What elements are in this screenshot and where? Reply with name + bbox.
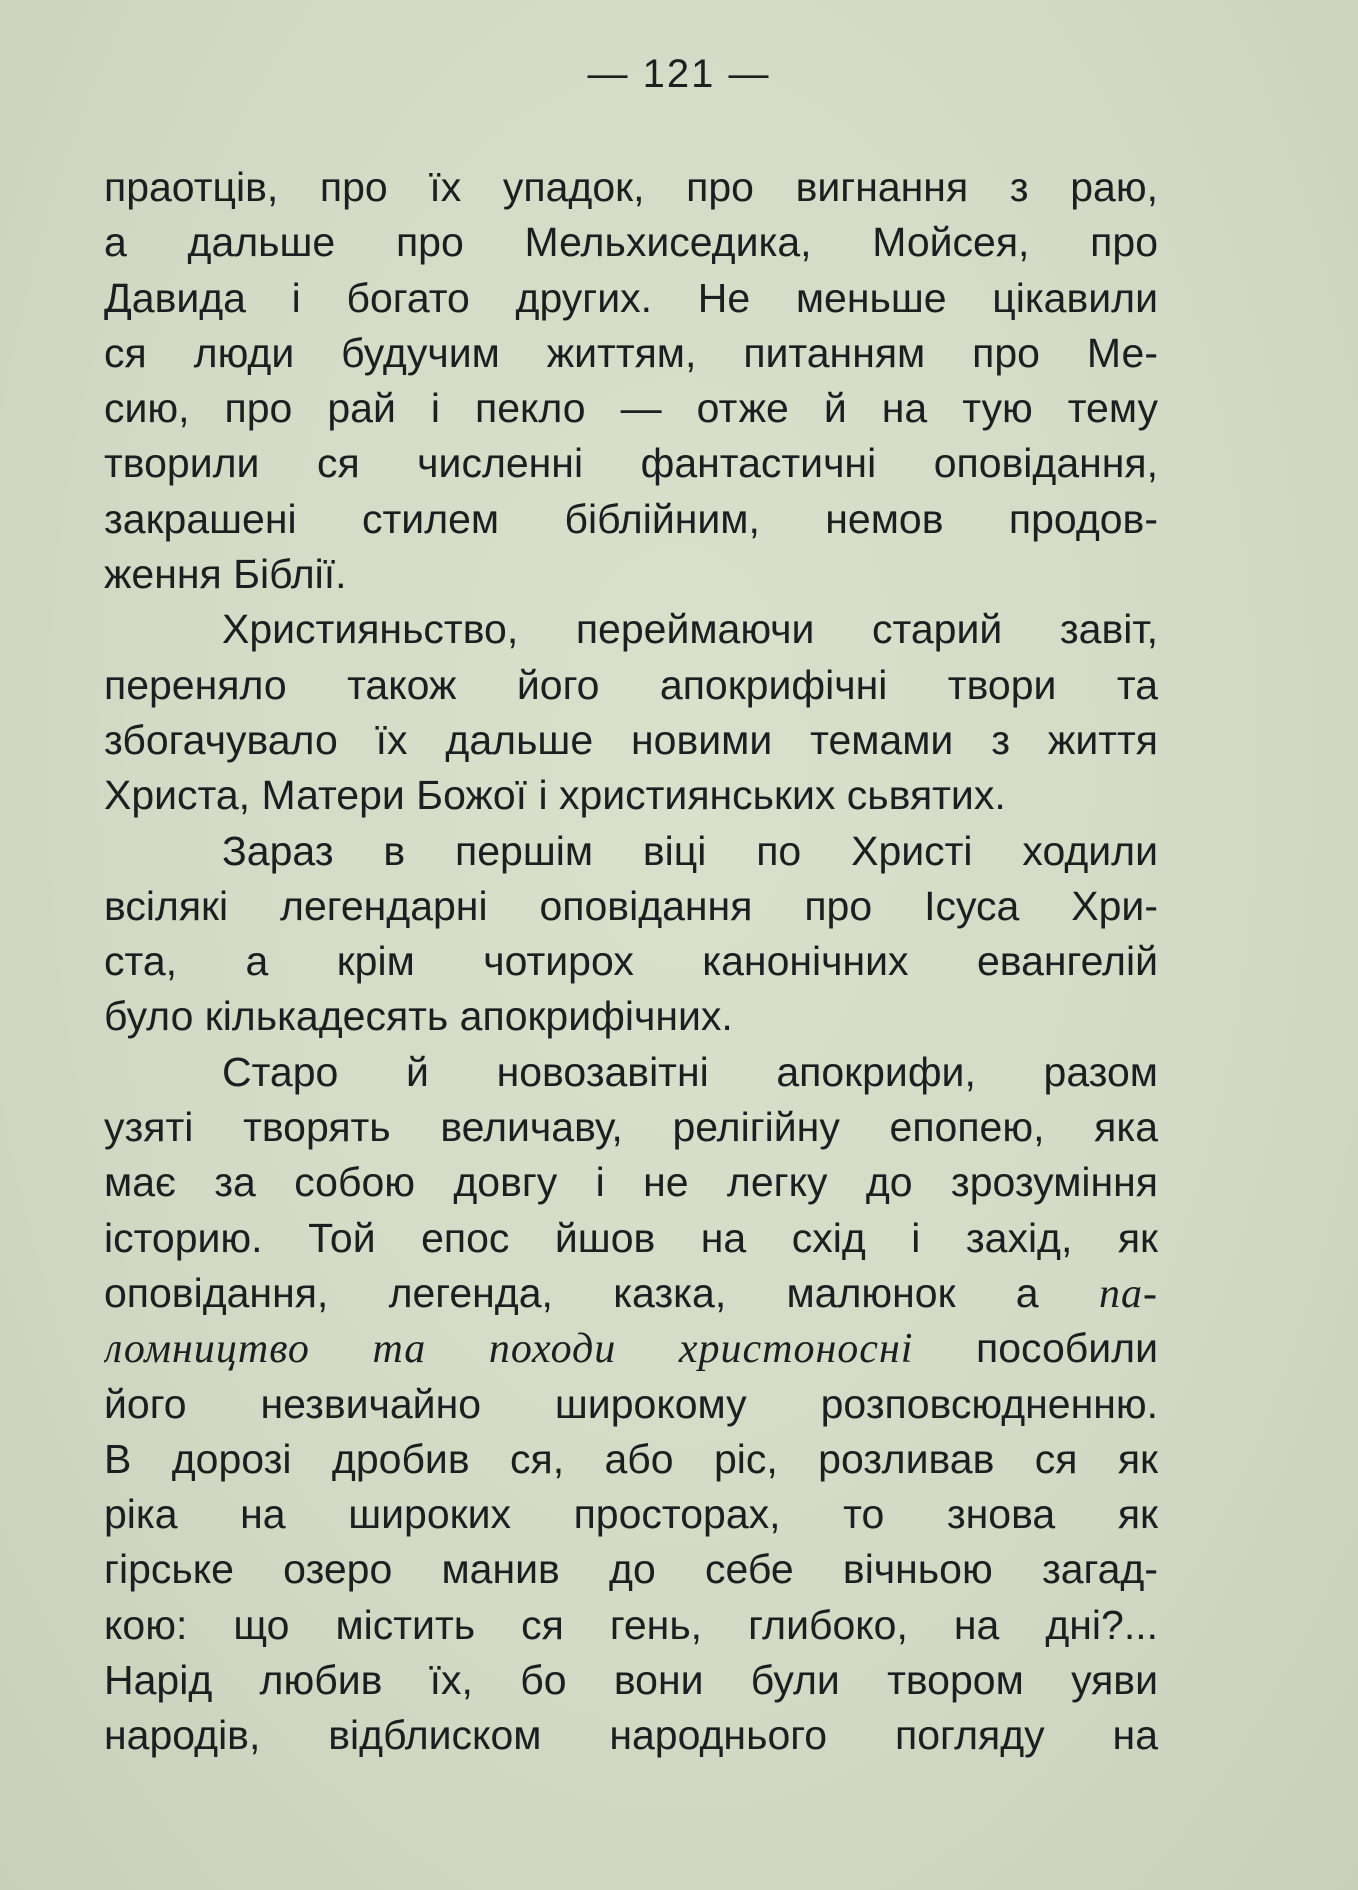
text-line [104,1377,1158,1432]
line-text: сию, про рай і пекло — отже й на тую тему [104,385,1158,432]
text-line [104,1432,1158,1487]
text-line [104,492,1158,547]
line-text: має за собою довгу і не легку до зрозуміння [104,1159,1158,1206]
text-line [104,1100,1158,1155]
text-line [104,1211,1158,1266]
line-text: узяті творять величаву, релігійну епопею, яка [104,1104,1158,1151]
text-line [104,879,1158,934]
line-text: було кількадесять апокрифічних. [104,993,733,1040]
line-text: його незвичайно широкому розповсюдненню. [104,1380,1158,1427]
text-line [104,160,1158,215]
line-text: народів, відблиском народнього погляду на [104,1712,1158,1759]
line-text: Християньство, переймаючи старий завіт, [222,606,1158,653]
line-text: кою: що містить ся гень, глибоко, на дні?... [104,1601,1158,1648]
text-line [104,824,1158,879]
italic-phrase: па- [1038,1270,1158,1317]
line-text: Зараз в першім віці по Христі ходили [222,827,1158,874]
line-text: збогачувало їх дальше новими темами з життя [104,716,1158,763]
text-line [104,713,1158,768]
line-text: праотців, про їх упадок, про вигнання з раю, [104,164,1158,210]
text-line [104,602,1158,657]
text-line [104,1487,1158,1542]
line-text: історию. Той епос йшов на схід і захід, як [104,1214,1158,1261]
line-text: ся люди будучим життям, питанням про Ме- [104,329,1158,376]
text-line [104,1708,1158,1763]
text-line [104,1598,1158,1653]
text-line [104,989,1158,1044]
text-line [104,547,1158,602]
line-text: ста, а крім чотирох канонічних евангелій [104,938,1158,985]
text-line [104,768,1158,823]
line-text: Христа, Матери Божої і християнських сьвятих. [104,772,1006,819]
line-text: Старо й новозавітні апокрифи, разом [222,1048,1158,1095]
text-line [104,215,1158,270]
line-text: а дальше про Мельхиседика, Мойсея, про [104,219,1158,266]
page-number: — 121 — [587,52,771,96]
text-line [104,436,1158,491]
line-text: всілякі легендарні оповідання про Ісуса Хри- [104,882,1158,929]
line-text: Нарід любив їх, бо вони були твором уяви [104,1657,1158,1704]
body-text [104,160,1158,1764]
text-line [104,1542,1158,1597]
line-text: пособили [976,1325,1158,1372]
line-text: закрашені стилем біблійним, немов продов- [104,495,1158,542]
text-line [104,658,1158,713]
line-text: гірське озеро манив до себе вічньою загад- [104,1546,1158,1593]
line-text: ження Біблії. [104,551,347,598]
italic-phrase: ломництво та походи христоносні [104,1326,977,1373]
line-text: оповідання, легенда, казка, малюнок а [104,1269,1039,1316]
text-line [104,271,1158,326]
text-line [104,934,1158,989]
line-text: переняло також його апокрифічні твори та [104,661,1158,708]
text-line [104,1266,1158,1321]
text-line [104,1155,1158,1210]
line-text: В дорозі дробив ся, або ріс, розливав ся як [104,1435,1158,1482]
text-line [104,1045,1158,1100]
text-line [104,381,1158,436]
text-line [104,1653,1158,1708]
text-line [104,1321,1158,1376]
line-text: Давида і богато других. Не меньше цікавили [104,274,1158,321]
line-text: творили ся численні фантастичні оповідання, [104,440,1158,487]
text-line [104,326,1158,381]
line-text: ріка на широких просторах, то знова як [104,1491,1158,1538]
